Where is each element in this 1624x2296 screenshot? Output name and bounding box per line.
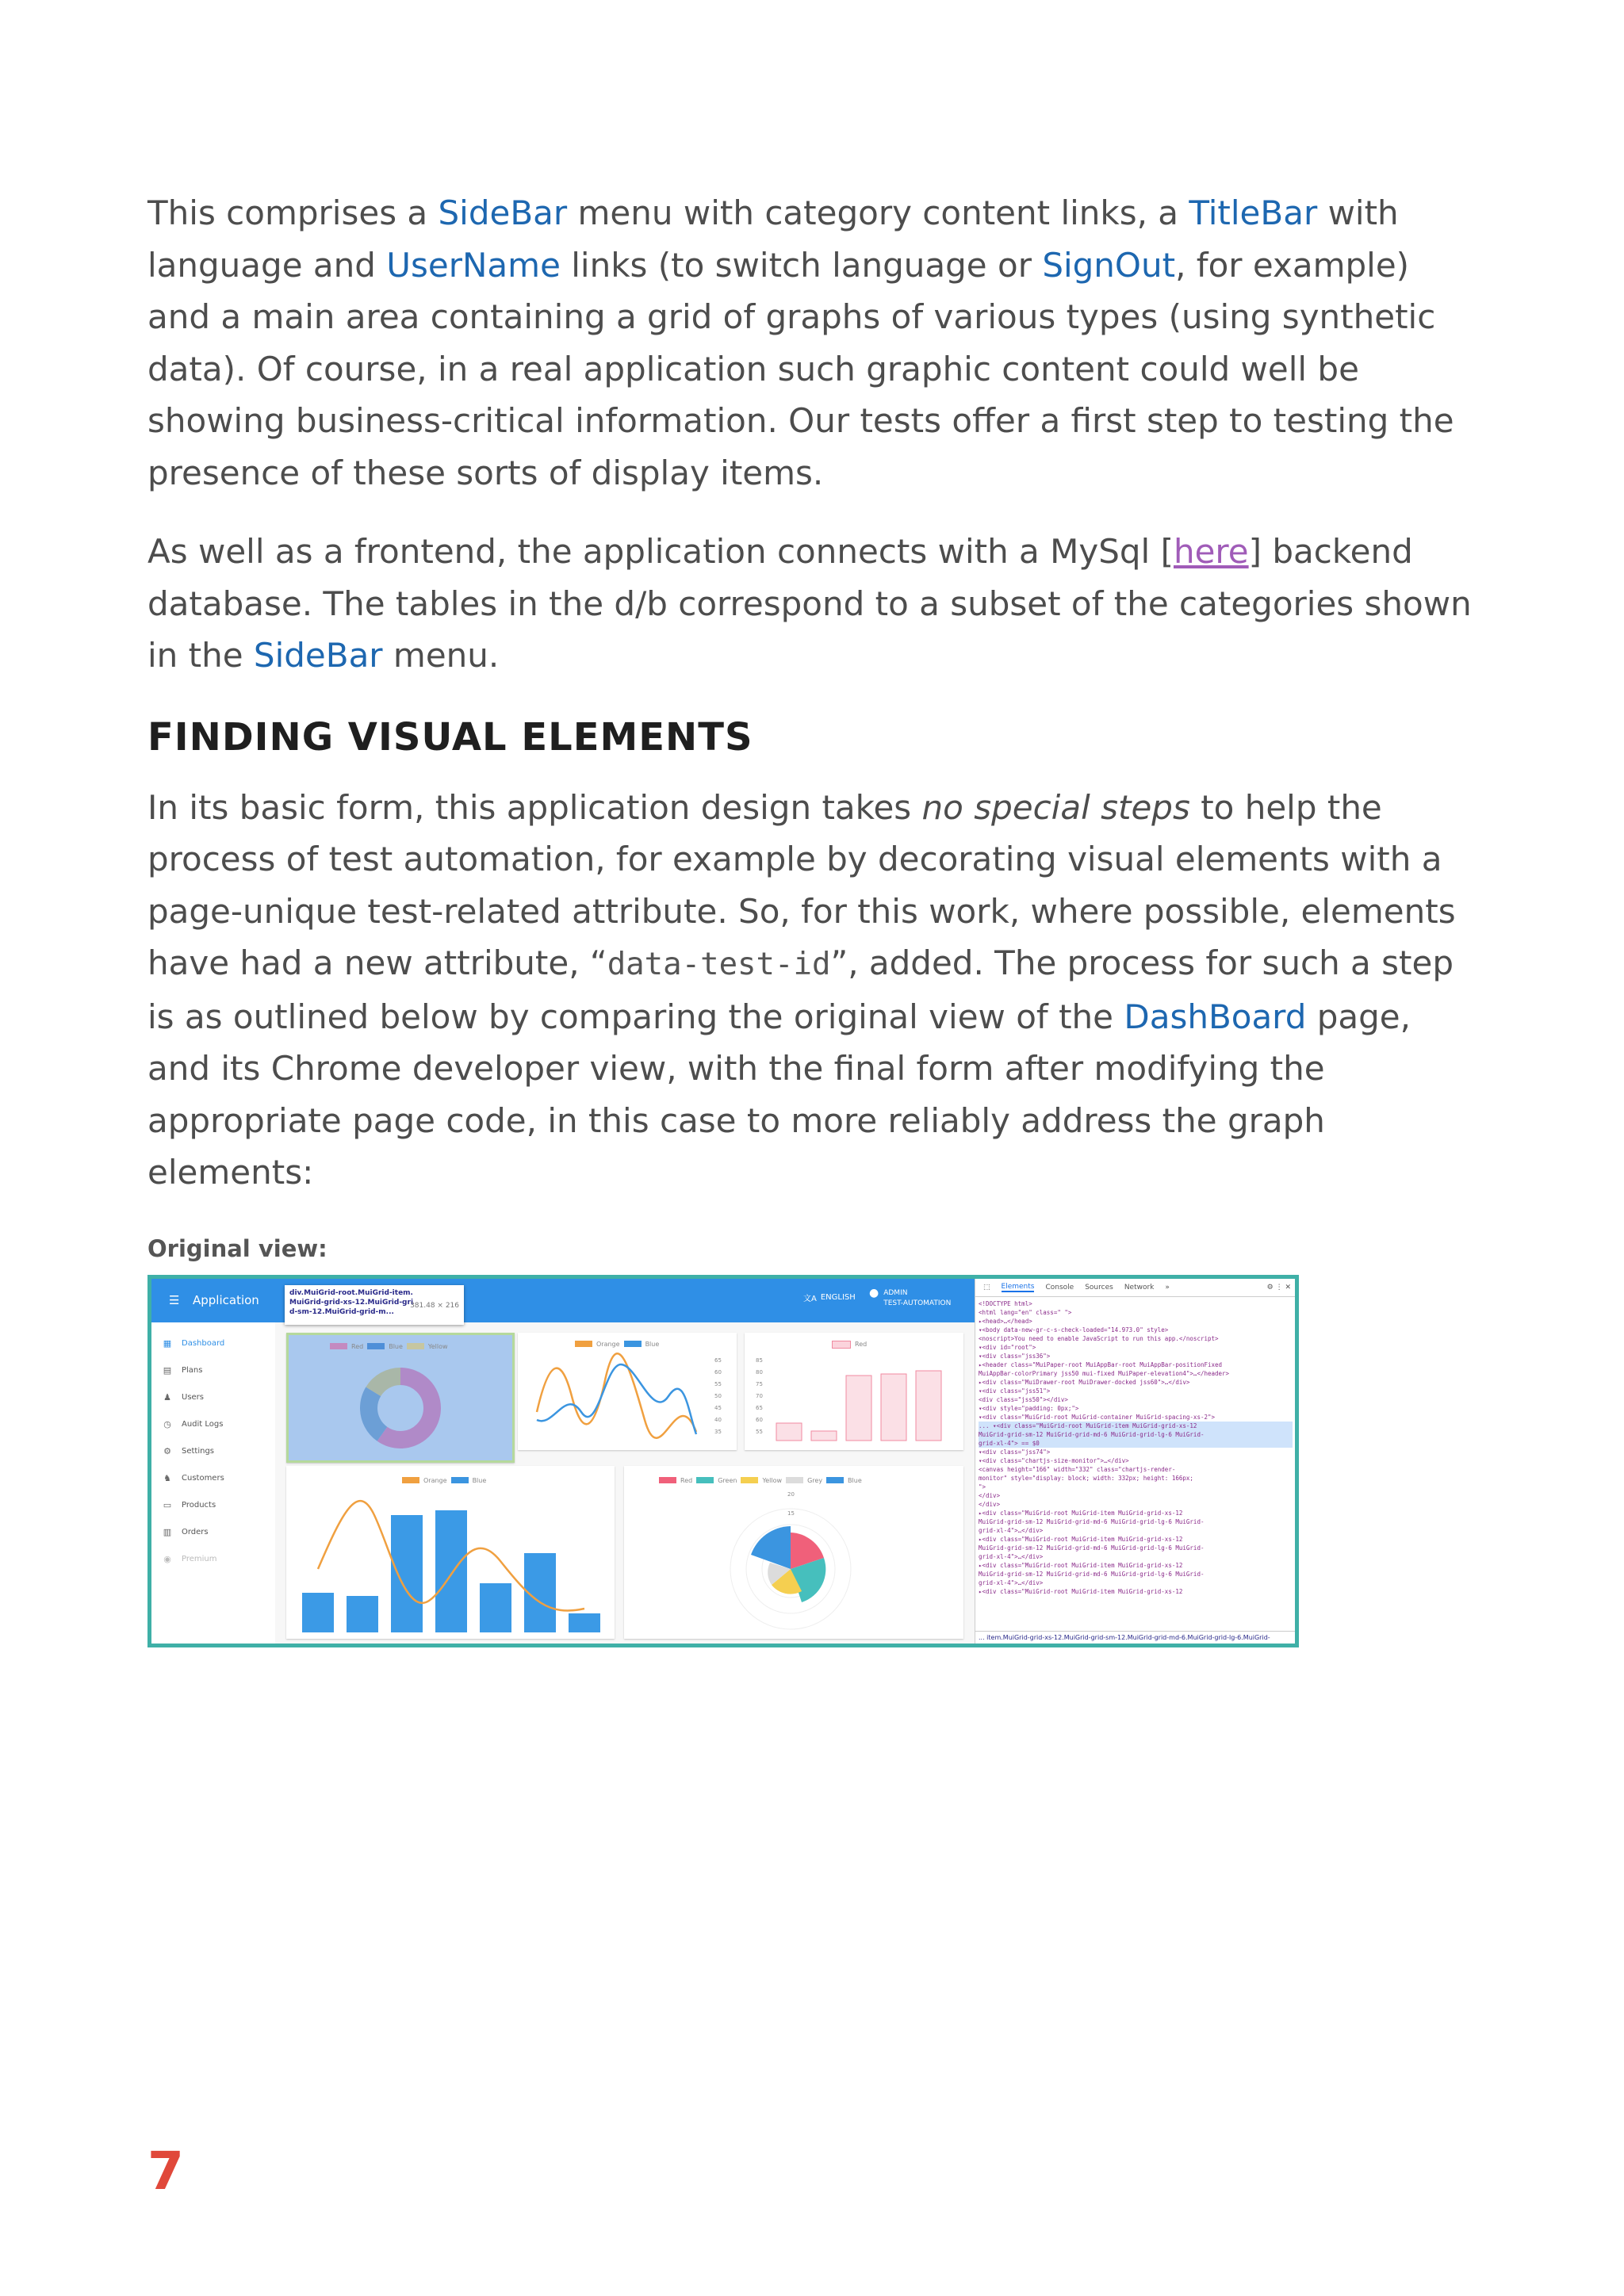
legend-label: Grey bbox=[807, 1476, 823, 1484]
legend-label: Orange bbox=[596, 1340, 620, 1348]
sidebar-label: Orders bbox=[182, 1527, 209, 1536]
devtools-breadcrumb: ... item.MuiGrid-grid-xs-12.MuiGrid-grid-sm-12.MuiGrid-grid-md-6.MuiGrid-grid-lg-6.MuiGrid- bbox=[975, 1631, 1299, 1644]
polar-chart-card[interactable] bbox=[624, 1466, 963, 1639]
bar bbox=[811, 1431, 837, 1441]
legend-label: Blue bbox=[389, 1342, 403, 1350]
sidebar-item-dashboard[interactable] bbox=[163, 1338, 224, 1349]
dashboard-link[interactable]: DashBoard bbox=[1124, 997, 1307, 1036]
language-label: ENGLISH bbox=[820, 1292, 856, 1302]
tooltip-dimensions: 381.48 × 216 bbox=[410, 1301, 459, 1310]
devtools-code-line[interactable]: grid-xl-4">…</div> bbox=[979, 1552, 1044, 1560]
legend-label: Red bbox=[680, 1476, 693, 1484]
devtools-code-line[interactable]: ▾<div class="jss36"> bbox=[979, 1352, 1051, 1360]
tooltip-line: MuiGrid-grid-xs-12.MuiGrid-gri bbox=[289, 1298, 414, 1307]
text-span: to help the process of test automation, for example by decorating visual elements with a page-unique test-related attribute. So, for this work, where possible, elements have had a new attribute, “ bbox=[147, 787, 1456, 982]
legend-label: Red bbox=[855, 1341, 868, 1348]
wifi-icon: ◉ bbox=[163, 1553, 171, 1564]
devtools-code-line[interactable]: </div> bbox=[979, 1500, 1001, 1508]
bar bbox=[846, 1376, 871, 1441]
history-icon: ◷ bbox=[163, 1418, 171, 1429]
sidebar-item-settings[interactable] bbox=[163, 1446, 214, 1456]
polar-tick: 20 bbox=[787, 1490, 795, 1498]
settings-gear-icon[interactable]: ⚙ ⋮ ✕ bbox=[1266, 1283, 1291, 1292]
devtools-code-line[interactable]: MuiAppBar-colorPrimary jss50 mui-fixed MuiPaper-elevation4">…</header> bbox=[979, 1369, 1230, 1377]
dashboard-icon: ▦ bbox=[163, 1337, 172, 1349]
translate-icon: 文A bbox=[803, 1294, 817, 1303]
inline-code: data-test-id bbox=[607, 947, 831, 982]
devtools-code-line[interactable]: grid-xl-4"> == $0 bbox=[979, 1439, 1293, 1448]
bar bbox=[391, 1515, 423, 1632]
legend-label: Orange bbox=[423, 1476, 447, 1484]
sidebar-label: Users bbox=[182, 1392, 205, 1402]
doughnut-chart bbox=[289, 1335, 512, 1460]
text-span: menu with category content links, a bbox=[567, 193, 1189, 232]
y-tick: 75 bbox=[756, 1380, 763, 1387]
paragraph-test-ids bbox=[147, 782, 1480, 1199]
y-tick: 35 bbox=[714, 1428, 722, 1435]
page-number: 7 bbox=[147, 2141, 184, 2202]
chrome-devtools-panel bbox=[975, 1279, 1296, 1644]
legend-label: Blue bbox=[645, 1340, 660, 1348]
combo-chart bbox=[286, 1466, 615, 1639]
sidebar-label: Settings bbox=[182, 1446, 215, 1456]
sidebar-link[interactable]: SideBar bbox=[438, 193, 568, 232]
line-y-axis bbox=[714, 1355, 722, 1438]
y-tick: 55 bbox=[756, 1428, 763, 1435]
polar-chart bbox=[624, 1466, 963, 1639]
devtools-code-line[interactable]: ▾<div style="padding: 0px;"> bbox=[979, 1404, 1079, 1412]
paragraph-sidebar-intro bbox=[147, 187, 1480, 499]
text-span: ”, added. The process for such a step is as outlined below by comparing the original view of the bbox=[147, 943, 1454, 1036]
document-body bbox=[147, 187, 1480, 1647]
plans-icon: ▤ bbox=[163, 1364, 172, 1376]
tab-console[interactable]: Console bbox=[1045, 1283, 1074, 1292]
devtools-code-line[interactable]: ▸<div class="MuiGrid-root MuiGrid-item MuiGrid-grid-xs-12 bbox=[979, 1509, 1183, 1517]
devtools-code-line[interactable]: <noscript>You need to enable JavaScript to run this app.</noscript> bbox=[979, 1334, 1219, 1342]
y-tick: 65 bbox=[756, 1404, 763, 1411]
group-icon: ♞ bbox=[163, 1472, 171, 1483]
titlebar-link[interactable]: TitleBar bbox=[1189, 193, 1318, 232]
sidebar-item-audit-logs[interactable] bbox=[163, 1419, 223, 1429]
devtools-code-line[interactable]: ▾<div class="MuiGrid-root MuiGrid-container MuiGrid-spacing-xs-2"> bbox=[979, 1413, 1216, 1421]
sidebar-label: Customers bbox=[182, 1473, 224, 1483]
devtools-code-line[interactable]: "> bbox=[979, 1483, 986, 1490]
sidebar-label: Premium bbox=[182, 1554, 217, 1563]
bar bbox=[776, 1423, 802, 1441]
devtools-code-line[interactable]: ▾<div class="jss51"> bbox=[979, 1387, 1051, 1395]
menu-icon[interactable]: ☰ bbox=[169, 1292, 180, 1307]
line-chart-card[interactable] bbox=[518, 1333, 737, 1450]
sidebar-label: Audit Logs bbox=[182, 1419, 224, 1429]
devtools-code-line[interactable]: ▾<div id="root"> bbox=[979, 1343, 1036, 1351]
y-tick: 50 bbox=[714, 1392, 722, 1399]
sidebar-label: Products bbox=[182, 1500, 216, 1510]
sidebar-item-plans[interactable] bbox=[163, 1365, 202, 1376]
app-window bbox=[151, 1279, 975, 1644]
sidebar-menu bbox=[151, 1322, 275, 1644]
legend-label: Yellow bbox=[762, 1476, 783, 1484]
bar bbox=[302, 1593, 334, 1632]
inspect-icon[interactable]: ⬚ bbox=[983, 1283, 990, 1292]
line-chart bbox=[518, 1333, 712, 1450]
y-tick: 45 bbox=[714, 1404, 722, 1411]
text-span: links (to switch language or bbox=[560, 245, 1043, 285]
devtools-code-line[interactable]: MuiGrid-grid-sm-12 MuiGrid-grid-md-6 MuiGrid-grid-lg-6 MuiGrid- bbox=[979, 1570, 1205, 1578]
devtools-code-line[interactable]: ▸<div class="MuiDrawer-root MuiDrawer-docked jss60">…</div> bbox=[979, 1378, 1190, 1386]
devtools-code-line[interactable]: ▸<div class="MuiGrid-root MuiGrid-item MuiGrid-grid-xs-12 bbox=[979, 1535, 1183, 1543]
devtools-elements-tree bbox=[975, 1297, 1296, 1598]
devtools-code-line[interactable]: ▾<body data-new-gr-c-s-check-loaded="14.973.0" style> bbox=[979, 1326, 1169, 1334]
account-icon: ● bbox=[869, 1286, 879, 1299]
section-heading: FINDING VISUAL ELEMENTS bbox=[147, 714, 753, 760]
devtools-code-line[interactable]: <html lang="en" class=" "> bbox=[979, 1308, 1072, 1316]
user-icon: ♟ bbox=[163, 1391, 171, 1402]
bar bbox=[569, 1613, 600, 1632]
sidebar-item-orders[interactable] bbox=[163, 1527, 209, 1537]
bar bbox=[881, 1374, 906, 1441]
tab-more[interactable]: » bbox=[1165, 1283, 1170, 1292]
y-tick: 60 bbox=[756, 1416, 763, 1423]
sidebar-label: Dashboard bbox=[182, 1338, 225, 1348]
original-view-screenshot bbox=[147, 1275, 1299, 1647]
devtools-code-line[interactable]: </div> bbox=[979, 1491, 1001, 1499]
y-tick: 55 bbox=[714, 1380, 722, 1387]
devtools-code-line[interactable]: <canvas height="166" width="332" class="chartjs-render- bbox=[979, 1465, 1176, 1473]
app-title: Application bbox=[193, 1292, 259, 1307]
tab-sources[interactable]: Sources bbox=[1085, 1283, 1113, 1292]
devtools-code-line[interactable]: monitor" style="display: block; width: 332px; height: 166px; bbox=[979, 1474, 1193, 1482]
text-span: This comprises a bbox=[147, 193, 439, 232]
sidebar-item-users[interactable] bbox=[163, 1392, 204, 1402]
paragraph-backend bbox=[147, 526, 1480, 682]
y-tick: 65 bbox=[714, 1357, 722, 1364]
username-link[interactable]: UserName bbox=[386, 245, 561, 285]
devtools-code-line[interactable]: MuiGrid-grid-sm-12 MuiGrid-grid-md-6 MuiGrid-grid-lg-6 MuiGrid- bbox=[979, 1430, 1293, 1439]
sidebar-item-premium[interactable] bbox=[163, 1554, 217, 1564]
mysql-here-link[interactable]: here bbox=[1173, 532, 1249, 571]
y-tick: 70 bbox=[756, 1392, 763, 1399]
legend-label: Blue bbox=[472, 1476, 487, 1484]
text-span: In its basic form, this application design takes bbox=[147, 787, 922, 827]
y-tick: 60 bbox=[714, 1368, 722, 1376]
y-tick: 40 bbox=[714, 1416, 722, 1423]
devtools-code-line[interactable]: ... ▾<div class="MuiGrid-root MuiGrid-item MuiGrid-grid-xs-12 bbox=[979, 1422, 1293, 1430]
devtools-code-line[interactable]: ▸<header class="MuiPaper-root MuiAppBar-root MuiAppBar-positionFixed bbox=[979, 1360, 1223, 1368]
text-span: page, and its Chrome developer view, with the final form after modifying the appropriate page code, in this case to more reliably address the graph elements: bbox=[147, 997, 1411, 1192]
doughnut-chart-card[interactable] bbox=[286, 1333, 515, 1463]
sidebar-item-customers[interactable] bbox=[163, 1473, 224, 1483]
sidebar-label: Plans bbox=[182, 1365, 203, 1375]
legend-label: Blue bbox=[848, 1476, 862, 1484]
devtools-code-line[interactable]: grid-xl-4">…</div> bbox=[979, 1526, 1044, 1534]
polar-slice-blue bbox=[751, 1526, 791, 1569]
sidebar-link-2[interactable]: SideBar bbox=[253, 636, 383, 675]
devtools-code-line[interactable]: ▾<div class="jss74"> bbox=[979, 1448, 1051, 1456]
tab-elements[interactable]: Elements bbox=[1001, 1282, 1035, 1291]
legend-label: Green bbox=[718, 1476, 737, 1484]
user-menu[interactable] bbox=[869, 1288, 951, 1309]
devtools-code-line[interactable]: grid-xl-4">…</div> bbox=[979, 1578, 1044, 1586]
text-span: ] backend database. The tables in the d/b correspond to a subset of the categories shown in the bbox=[147, 532, 1472, 675]
text-span: menu. bbox=[382, 636, 500, 675]
user-name: TEST-AUTOMATION bbox=[883, 1299, 952, 1307]
bar bbox=[347, 1596, 378, 1632]
bar bbox=[435, 1510, 467, 1632]
devtools-code-line[interactable]: ▸<div class="MuiGrid-root MuiGrid-item MuiGrid-grid-xs-12 bbox=[979, 1561, 1183, 1569]
product-icon: ▭ bbox=[163, 1499, 172, 1510]
devtools-code-line[interactable]: <!DOCTYPE html> bbox=[979, 1299, 1032, 1307]
devtools-code-line[interactable]: ▸<div class="MuiGrid-root MuiGrid-item MuiGrid-grid-xs-12 bbox=[979, 1587, 1183, 1595]
language-button[interactable] bbox=[803, 1292, 856, 1303]
tab-network[interactable]: Network bbox=[1124, 1283, 1155, 1292]
bar-chart bbox=[745, 1333, 963, 1450]
legend-label: Yellow bbox=[427, 1342, 448, 1350]
text-span: As well as a frontend, the application connects with a MySql [ bbox=[147, 532, 1174, 571]
bar-chart-card[interactable] bbox=[745, 1333, 963, 1450]
app-title-bar bbox=[151, 1279, 975, 1322]
bar bbox=[916, 1371, 941, 1441]
orders-icon: ▥ bbox=[163, 1526, 172, 1537]
devtools-code-line[interactable]: <div class="jss50"></div> bbox=[979, 1395, 1068, 1403]
user-role: ADMIN bbox=[883, 1288, 908, 1297]
devtools-tab-bar bbox=[975, 1279, 1296, 1297]
devtools-code-line[interactable]: MuiGrid-grid-sm-12 MuiGrid-grid-md-6 MuiGrid-grid-lg-6 MuiGrid- bbox=[979, 1544, 1205, 1552]
bar bbox=[480, 1583, 511, 1632]
devtools-code-line[interactable]: ▸<head>…</head> bbox=[979, 1317, 1032, 1325]
gear-icon: ⚙ bbox=[163, 1445, 171, 1456]
figure-caption: Original view: bbox=[147, 1234, 327, 1262]
signout-link[interactable]: SignOut bbox=[1042, 245, 1176, 285]
tooltip-line: d-sm-12.MuiGrid-grid-m... bbox=[289, 1307, 394, 1316]
devtools-code-line[interactable]: MuiGrid-grid-sm-12 MuiGrid-grid-md-6 MuiGrid-grid-lg-6 MuiGrid- bbox=[979, 1517, 1205, 1525]
legend-label: Red bbox=[351, 1342, 364, 1350]
combo-chart-card[interactable] bbox=[286, 1466, 615, 1639]
element-inspector-tooltip bbox=[285, 1285, 464, 1325]
text-span: with language and bbox=[147, 193, 1399, 285]
polar-tick: 15 bbox=[787, 1510, 795, 1517]
text-span: , for example) and a main area containing a grid of graphs of various types (using synthetic data). Of course, in a real application such graphic content could well be showing business-critical information. Our tests offer a first step to testing the presence of these sorts of display items. bbox=[147, 245, 1454, 492]
tooltip-line: div.MuiGrid-root.MuiGrid-item. bbox=[289, 1288, 413, 1297]
sidebar-item-products[interactable] bbox=[163, 1500, 216, 1510]
devtools-code-line[interactable]: ▾<div class="chartjs-size-monitor">…</div> bbox=[979, 1456, 1129, 1464]
emphasis: no special steps bbox=[921, 787, 1190, 827]
y-tick: 85 bbox=[756, 1357, 763, 1364]
y-tick: 80 bbox=[756, 1368, 763, 1376]
